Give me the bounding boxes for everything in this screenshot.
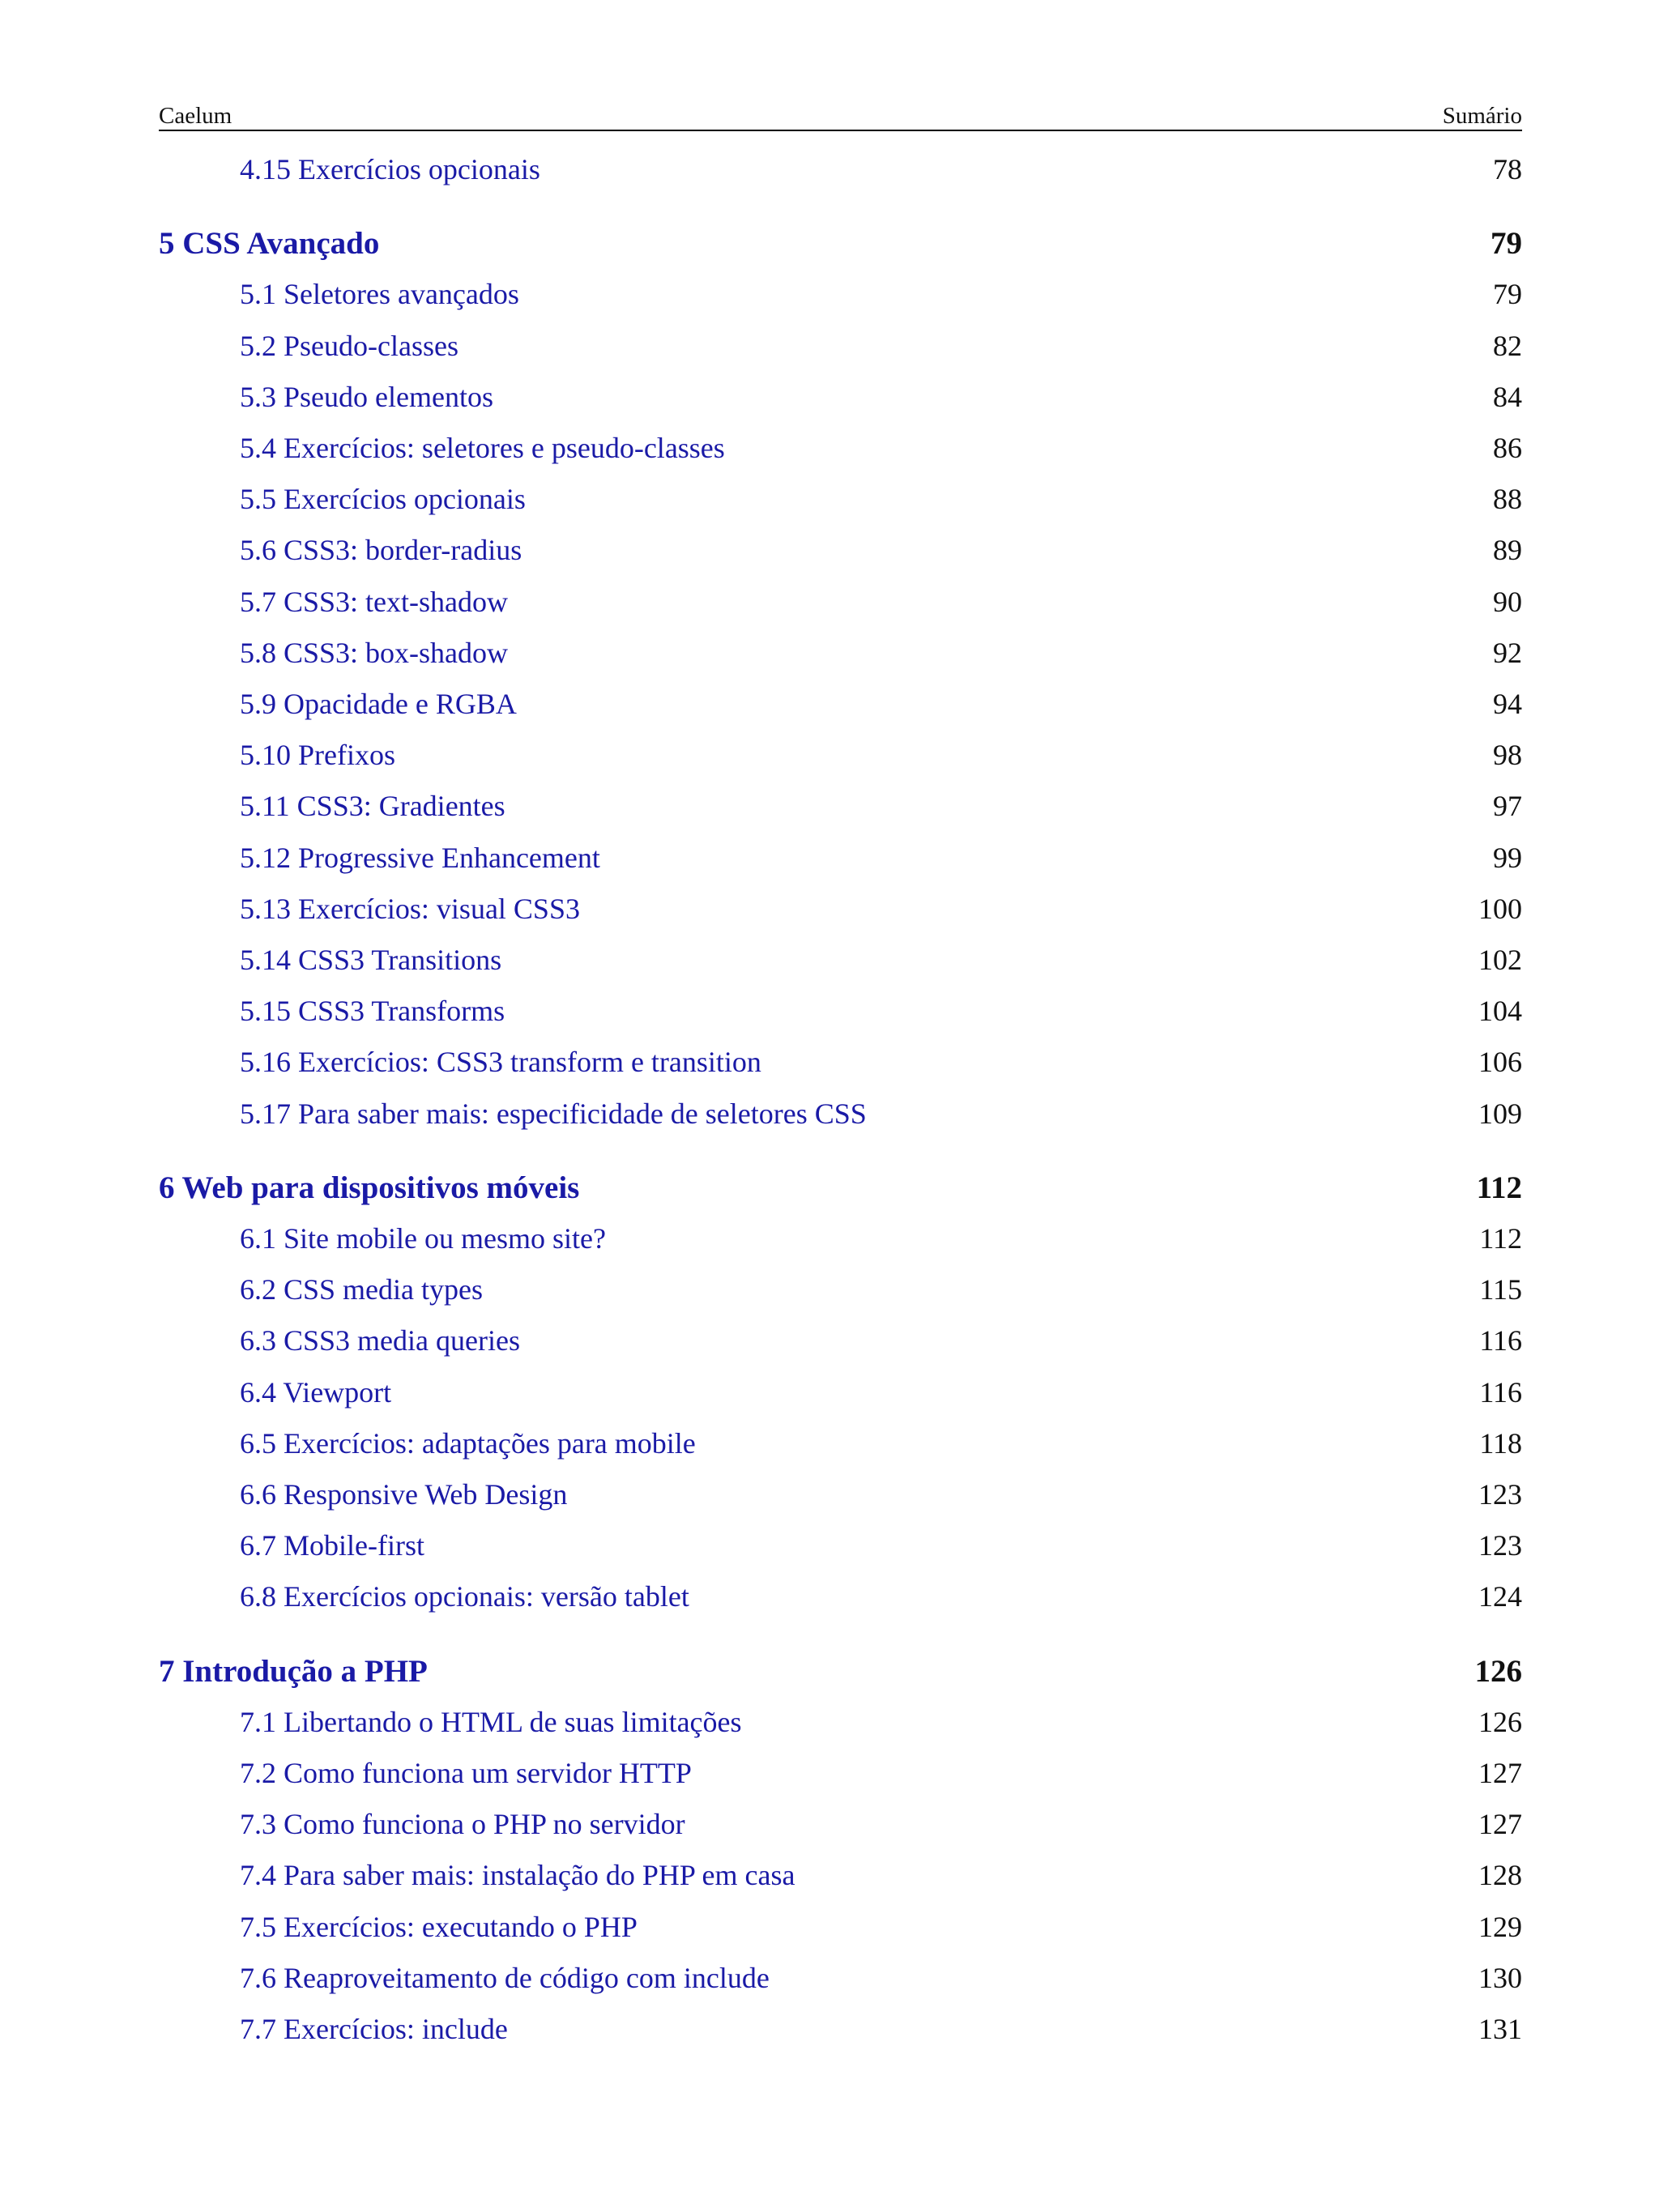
toc-entry-link[interactable]: 7.4 Para saber mais: instalação do PHP em casa <box>240 1859 795 1892</box>
toc-section-entry <box>159 1858 1522 1892</box>
toc-chapter-entry <box>159 1653 1522 1690</box>
toc-page-number: 131 <box>1478 2013 1522 2045</box>
toc-section-entry <box>159 1426 1522 1460</box>
toc-page-number: 112 <box>1476 1170 1522 1205</box>
toc-section-entry <box>159 431 1522 465</box>
toc-entry-link[interactable]: 6 Web para dispositivos móveis <box>159 1170 580 1205</box>
toc-section-entry <box>159 533 1522 567</box>
toc-section-entry <box>159 1579 1522 1613</box>
toc-section-entry <box>159 892 1522 926</box>
toc-section-entry <box>159 994 1522 1028</box>
toc-page-number: 126 <box>1474 1653 1522 1689</box>
toc-section-entry <box>159 841 1522 875</box>
toc-entry-link[interactable]: 6.3 CSS3 media queries <box>240 1324 520 1357</box>
toc-section-entry <box>159 738 1522 772</box>
toc-section-entry <box>159 1272 1522 1306</box>
toc-entry-link[interactable]: 7.6 Reaproveitamento de código com include <box>240 1961 770 1994</box>
toc-page-number: 116 <box>1479 1324 1522 1357</box>
toc-entry-link[interactable]: 7 Introdução a PHP <box>159 1653 428 1689</box>
header-right: Sumário <box>1442 103 1522 129</box>
toc-page-number: 129 <box>1478 1910 1522 1943</box>
toc-section-entry <box>159 1961 1522 1995</box>
toc-entry-link[interactable]: 7.5 Exercícios: executando o PHP <box>240 1910 638 1943</box>
toc-page-number: 86 <box>1493 432 1522 464</box>
toc-entry-link[interactable]: 6.4 Viewport <box>240 1375 392 1409</box>
toc-page-number: 94 <box>1493 688 1522 720</box>
toc-section-entry <box>159 1323 1522 1357</box>
toc-entry-link[interactable]: 5.6 CSS3: border-radius <box>240 534 522 567</box>
toc-entry-link[interactable]: 5.17 Para saber mais: especificidade de seletores CSS <box>240 1097 867 1130</box>
toc-section-entry <box>159 943 1522 977</box>
toc-section-entry <box>159 1528 1522 1562</box>
toc-section-entry <box>159 585 1522 619</box>
toc-page-number: 84 <box>1493 380 1522 413</box>
toc-page-number: 98 <box>1493 739 1522 772</box>
toc-entry-link[interactable]: 6.2 CSS media types <box>240 1273 484 1306</box>
toc-page-number: 78 <box>1493 153 1522 185</box>
toc-entry-link[interactable]: 5.11 CSS3: Gradientes <box>240 790 505 823</box>
toc-page-number: 100 <box>1478 892 1522 925</box>
toc-entry-link[interactable]: 5.7 CSS3: text-shadow <box>240 585 509 618</box>
toc-entry-link[interactable]: 5 CSS Avançado <box>159 226 380 262</box>
toc-entry-link[interactable]: 5.12 Progressive Enhancement <box>240 841 600 874</box>
toc-entry-link[interactable]: 6.7 Mobile-first <box>240 1529 424 1562</box>
toc-page-number: 118 <box>1479 1426 1522 1460</box>
toc-section-entry <box>159 1705 1522 1739</box>
table-of-contents <box>159 0 1522 2212</box>
toc-chapter-entry <box>159 1170 1522 1206</box>
toc-page-number: 112 <box>1479 1222 1522 1255</box>
toc-section-entry <box>159 152 1522 186</box>
toc-section-entry <box>159 1097 1522 1131</box>
toc-section-entry <box>159 1045 1522 1079</box>
header-left: Caelum <box>159 103 232 129</box>
toc-chapter-entry <box>159 225 1522 262</box>
toc-section-entry <box>159 1807 1522 1841</box>
toc-page-number: 116 <box>1479 1375 1522 1409</box>
toc-page-number: 127 <box>1478 1757 1522 1789</box>
toc-entry-link[interactable]: 6.1 Site mobile ou mesmo site? <box>240 1222 606 1255</box>
toc-entry-link[interactable]: 6.8 Exercícios opcionais: versão tablet <box>240 1580 689 1613</box>
toc-entry-link[interactable]: 4.15 Exercícios opcionais <box>240 153 540 185</box>
toc-entry-link[interactable]: 5.15 CSS3 Transforms <box>240 995 505 1028</box>
toc-entry-link[interactable]: 5.13 Exercícios: visual CSS3 <box>240 892 580 925</box>
toc-section-entry <box>159 482 1522 516</box>
toc-page-number: 97 <box>1493 790 1522 823</box>
toc-section-entry <box>159 329 1522 363</box>
toc-page-number: 90 <box>1493 585 1522 618</box>
toc-section-entry <box>159 277 1522 311</box>
toc-page-number: 127 <box>1478 1808 1522 1841</box>
toc-entry-link[interactable]: 5.3 Pseudo elementos <box>240 380 493 413</box>
toc-section-entry <box>159 789 1522 823</box>
toc-section-entry <box>159 1221 1522 1255</box>
toc-section-entry <box>159 1477 1522 1511</box>
toc-section-entry <box>159 687 1522 721</box>
toc-page-number: 89 <box>1493 534 1522 567</box>
toc-page-number: 79 <box>1491 226 1522 262</box>
toc-section-entry <box>159 1910 1522 1944</box>
toc-page-number: 109 <box>1478 1097 1522 1130</box>
toc-page-number: 92 <box>1493 636 1522 669</box>
toc-entry-link[interactable]: 6.5 Exercícios: adaptações para mobile <box>240 1426 696 1460</box>
toc-page-number: 130 <box>1478 1961 1522 1994</box>
toc-page-number: 126 <box>1478 1705 1522 1738</box>
toc-entry-link[interactable]: 5.4 Exercícios: seletores e pseudo-classes <box>240 432 725 464</box>
toc-page-number: 79 <box>1493 278 1522 311</box>
toc-page-number: 123 <box>1478 1478 1522 1511</box>
toc-entry-link[interactable]: 7.3 Como funciona o PHP no servidor <box>240 1808 685 1841</box>
toc-page-number: 102 <box>1478 944 1522 976</box>
toc-entry-link[interactable]: 6.6 Responsive Web Design <box>240 1478 568 1511</box>
toc-section-entry <box>159 1375 1522 1409</box>
toc-entry-link[interactable]: 7.1 Libertando o HTML de suas limitações <box>240 1705 742 1738</box>
toc-entry-link[interactable]: 5.5 Exercícios opcionais <box>240 483 526 516</box>
toc-entry-link[interactable]: 5.2 Pseudo-classes <box>240 329 458 362</box>
toc-page-number: 128 <box>1478 1859 1522 1892</box>
toc-entry-link[interactable]: 5.16 Exercícios: CSS3 transform e transition <box>240 1046 761 1079</box>
toc-section-entry <box>159 380 1522 414</box>
toc-entry-link[interactable]: 5.8 CSS3: box-shadow <box>240 636 509 669</box>
toc-page-number: 82 <box>1493 329 1522 362</box>
toc-page-number: 124 <box>1478 1580 1522 1613</box>
toc-entry-link[interactable]: 7.7 Exercícios: include <box>240 2013 508 2045</box>
toc-entry-link[interactable]: 7.2 Como funciona um servidor HTTP <box>240 1757 692 1789</box>
toc-page-number: 104 <box>1478 995 1522 1028</box>
toc-entry-link[interactable]: 5.1 Seletores avançados <box>240 278 519 311</box>
toc-page-number: 106 <box>1478 1046 1522 1079</box>
toc-section-entry <box>159 2012 1522 2046</box>
toc-entry-link[interactable]: 5.10 Prefixos <box>240 739 395 772</box>
toc-page-number: 115 <box>1479 1273 1522 1306</box>
toc-entry-link[interactable]: 5.14 CSS3 Transitions <box>240 944 502 976</box>
toc-page-number: 88 <box>1493 483 1522 516</box>
toc-section-entry <box>159 1756 1522 1790</box>
toc-page-number: 99 <box>1493 841 1522 874</box>
toc-entry-link[interactable]: 5.9 Opacidade e RGBA <box>240 688 517 720</box>
toc-section-entry <box>159 636 1522 670</box>
toc-page-number: 123 <box>1478 1529 1522 1562</box>
